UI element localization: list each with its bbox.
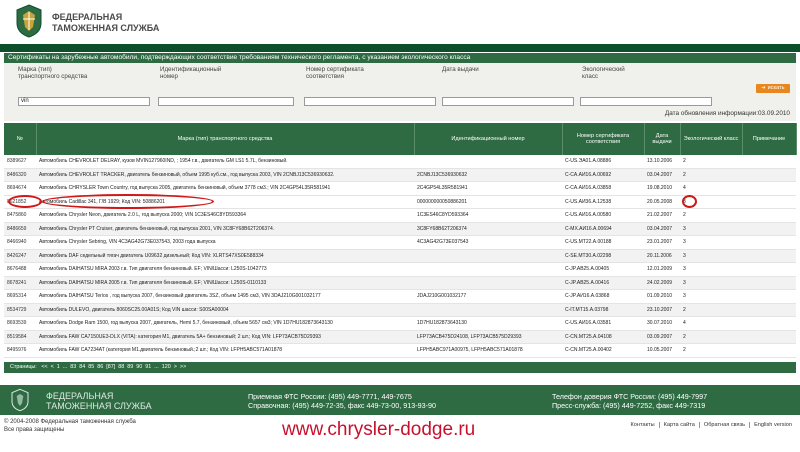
cell-vin [414,249,562,263]
footer-link[interactable]: Обратная связь [699,422,749,428]
cell-certificate: C-US.АИ16.A.03581 [562,317,644,331]
cell-description[interactable]: Автомобиль DAIHATSU Terios , год выпуска 2007, бензиновый двигатель 3SZ, объем 1495 см3, VIN 3DAJ210G001032177 [36,290,414,304]
cell-num: 8676488 [4,263,36,277]
page-link[interactable]: 86 [97,364,104,370]
cell-eco-class: 2 [680,344,742,358]
cell-vin [414,155,562,168]
cell-eco-class: 3 [680,290,742,304]
pagination [4,362,796,373]
cell-vin: 2CNBJ13C536930632 [414,168,562,182]
cell-description[interactable]: Автомобиль CHEVROLET TRACKER, двигатель бензиновый, объем 1995 куб.см., год выпуска 2003, VIN 2CNBJ13C536930632. [36,168,414,182]
cell-eco-class: 2 [680,330,742,344]
highlight-oval-description [42,194,214,209]
cell-date: 10.05.2007 [644,344,680,358]
col-header-eco[interactable]: Экологический класс [680,123,742,155]
cell-num: 8475860 [4,209,36,223]
cell-certificate: C-IT.MT15.A.03798 [562,303,644,317]
cell-date: 13.10.2006 [644,155,680,168]
id-filter-label: Идентификационный номер [160,66,222,80]
cell-vin [414,303,562,317]
cell-description[interactable]: Автомобиль FAW CA7150UE3-DLX (VITA): категория M1, двигатель 5А+ бензиновый; 2 шт.; Код VIN: LFP73ACB75D29393 [36,330,414,344]
footer-hotline: Телефон доверия ФТС России: (495) 449-7997 [552,392,708,401]
cell-eco-class: 3 [680,263,742,277]
cell-vin: 2C4GP54L35R581941 [414,182,562,196]
bottom-links [627,422,797,428]
footer-press: Пресс-служба: (495) 449-7252, факс 449-7319 [552,401,706,410]
cell-date: 20.05.2008 [644,195,680,209]
table-row[interactable] [4,303,796,317]
cert-filter-label: Номер сертификата соответствия [306,66,364,80]
col-header-num[interactable]: № [4,123,36,155]
cell-description[interactable]: Автомобиль CHRYSLER Town Country, год выпуска 2005, двигатель бензиновый, объем 3778 см3.; VIN 2C4GP54L35R581941 [36,182,414,196]
cell-certificate: C-JP.AB25.A.00405 [562,263,644,277]
cell-description[interactable]: Автомобиль Dodge Ram 1500, год выпуска 2007, двигатель, Hemi 5.7, бензиновый, объем 5657 см3; VIN 1D7HU182873643130 [36,317,414,331]
cell-vin: 1C3ES46C8YD593364 [414,209,562,223]
cell-note [742,182,796,196]
cell-certificate: C-SE.MT30.A.02298 [562,249,644,263]
cell-eco-class: 3 [680,222,742,236]
org-name[interactable] [52,12,159,34]
cell-description[interactable]: Автомобиль DAIHATSU MIRA 2003 г.в. Тип двигателя бензиновый. EF; VIN/Шасси: L250S-1042773 [36,263,414,277]
cell-eco-class: 2 [680,209,742,223]
cell-date: 23.10.2007 [644,303,680,317]
cell-note [742,344,796,358]
cell-description[interactable]: Автомобиль DAIHATSU MIRA 2005 г.в. Тип двигателя бензиновый. EF; VIN/Шасси: L250S-0110133 [36,276,414,290]
cell-vin: 4C3AG42G73E037543 [414,236,562,250]
table-row[interactable] [4,344,796,358]
page-link[interactable]: > [173,364,177,370]
cell-note [742,317,796,331]
cell-certificate: C-US.АИ36.A.12538 [562,195,644,209]
cell-description[interactable]: Автомобиль FAW CA7234AT (категория M1.двигатель бензиновый.;2 шт.; Код VIN: LFPH5ABC571A01878 [36,344,414,358]
page-link[interactable]: ... [154,364,159,370]
brand-filter-label: Марка (тип) транспортного средства [18,66,88,80]
copyright-line1: © 2004-2008 Федеральная таможенная служба [4,419,136,425]
results-body [4,155,796,357]
cell-certificate: C-US.ЭА01.A.08886 [562,155,644,168]
cell-certificate: C-JP.АИ16.A.03868 [562,290,644,304]
cell-num: 8621852 [4,195,36,209]
footer-contacts-main [248,392,436,410]
cell-note [742,222,796,236]
cell-note [742,303,796,317]
page-link[interactable]: 89 [127,364,134,370]
page-link[interactable]: 88 [118,364,125,370]
org-name-line2: ТАМОЖЕННАЯ СЛУЖБА [52,23,160,33]
id-filter-input[interactable] [158,97,294,106]
col-header-date[interactable]: Дата выдачи [644,123,680,155]
cell-num: 8519584 [4,330,36,344]
cell-vin: LFPH5ABC971A00975, LFPH5ABC571A01878 [414,344,562,358]
cell-eco-class: 4 [680,182,742,196]
cell-note [742,209,796,223]
page-link[interactable]: ... [62,364,68,370]
cell-certificate: C-CA.АИ16.A.00692 [562,168,644,182]
site-header [0,0,800,44]
cell-num: 8678241 [4,276,36,290]
table-row[interactable] [4,155,796,168]
cell-certificate: C-CN.MT25.A.04108 [562,330,644,344]
highlight-oval-eco-class [682,195,697,208]
org-name-line1: ФЕДЕРАЛЬНАЯ [52,12,123,22]
col-header-note[interactable]: Примечание [742,123,796,155]
table-header-row [4,123,796,155]
search-button[interactable] [756,84,790,93]
cell-vin: 000000000050886201 [414,195,562,209]
cell-note [742,195,796,209]
cell-note [742,276,796,290]
cell-date: 03.04.2007 [644,168,680,182]
date-filter-label: Дата выдачи [442,66,479,73]
table-row[interactable] [4,249,796,263]
cell-eco-class: 3 [680,276,742,290]
page-link[interactable]: 1 [56,364,60,370]
footer-org-line2: ТАМОЖЕННАЯ СЛУЖБА [46,401,152,411]
cell-num: 8486320 [4,168,36,182]
cell-note [742,263,796,277]
cell-date: 19.08.2010 [644,182,680,196]
col-header-vin[interactable]: Идентификационный номер [414,123,562,155]
cell-description[interactable]: Автомобиль DAF седельный тягач двигатель U09632 дизельный; Код VIN: XLRTS47XS0E588334 [36,249,414,263]
col-header-desc[interactable]: Марка (тип) транспортного средства [36,123,414,155]
cell-date: 23.01.2007 [644,236,680,250]
footer-info: Справочная: (495) 449-72-35, факс 449-73-00, 913-93-90 [248,401,437,410]
page-link[interactable]: 83 [70,364,77,370]
cell-description[interactable]: Автомобиль Chrysler Sebring, VIN 4C3AG42G73E037543, 2003 года выпуска [36,236,414,250]
cell-num: 8695314 [4,290,36,304]
cell-eco-class: 2 [680,155,742,168]
cell-num: 8693539 [4,317,36,331]
cell-certificate: C-CA.АИ16.A.03858 [562,182,644,196]
table-row[interactable] [4,290,796,304]
cell-date: 01.09.2010 [644,290,680,304]
table-row[interactable] [4,182,796,196]
eco-filter-label: Экологический класс [582,66,625,80]
cell-note [742,168,796,182]
footer-link[interactable]: Карта сайта [659,422,699,428]
cell-vin: LFP73ACB475D24108, LFP73ACB575D29393 [414,330,562,344]
page-link[interactable]: [87] [106,364,116,370]
cell-eco-class: 4 [680,317,742,331]
copyright [4,418,136,434]
table-row[interactable] [4,276,796,290]
arrow-right-icon: ➔ [761,85,766,91]
cell-num: 8426247 [4,249,36,263]
cell-vin [414,276,562,290]
page-link[interactable]: >> [179,364,187,370]
search-filters [4,63,796,121]
cell-date: 20.11.2006 [644,249,680,263]
table-row[interactable] [4,168,796,182]
footer-link[interactable]: Контакты [630,422,655,428]
footer-org-line1: ФЕДЕРАЛЬНАЯ [46,391,114,401]
cell-vin: JDAJ210G001032177 [414,290,562,304]
cell-date: 21.02.2007 [644,209,680,223]
cell-date: 12.01.2009 [644,263,680,277]
cell-certificate: C-JP.AB25.A.00416 [562,276,644,290]
cell-note [742,330,796,344]
cell-description[interactable]: Автомобиль Chrysler Neon, двигатель 2.0 L, год выпуска 2000; VIN 1C3ES46C8YD593364 [36,209,414,223]
eco-filter-input[interactable] [580,97,712,106]
cell-certificate: C-MX.АИ16.A.00694 [562,222,644,236]
footer-org-name [46,391,152,411]
pagination-label: Страницы: [10,364,37,370]
table-row[interactable] [4,222,796,236]
cell-num: 8389627 [4,155,36,168]
copyright-line2: Все права защищены [4,427,65,433]
cell-eco-class: 2 [680,303,742,317]
brand-filter-input[interactable]: vin [18,97,150,106]
header-divider [0,44,800,52]
cell-note [742,155,796,168]
footer-link[interactable]: English version [749,422,796,428]
footer-contacts-press [552,392,707,410]
cell-note [742,249,796,263]
site-footer [0,385,800,415]
cell-date: 30.07.2010 [644,317,680,331]
table-row[interactable] [4,317,796,331]
cell-date: 24.02.2009 [644,276,680,290]
cell-num: 8495976 [4,344,36,358]
cell-description[interactable]: Автомобиль Cadillac 341, Г/В 1929; Код VIN: 50886201 [36,195,414,209]
footer-reception: Приемная ФТС России: (495) 449-7771, 449-7675 [248,392,412,401]
page-link[interactable]: 91 [145,364,152,370]
footer-emblem-icon [10,388,30,412]
cell-num: 8466940 [4,236,36,250]
cell-description[interactable]: Автомобиль Chrysler PT Cruiser, двигатель бензиновый, год выпуска 2001, VIN 3C8FY68B62T206374. [36,222,414,236]
cell-eco-class: 2 [680,168,742,182]
cell-certificate: C-US.MT22.A.00188 [562,236,644,250]
page-link[interactable]: < [50,364,54,370]
cell-vin: 3C8FY68B62T206374 [414,222,562,236]
cell-vin: 1D7HU182873643130 [414,317,562,331]
table-row[interactable] [4,236,796,250]
cell-date: 03.04.2007 [644,222,680,236]
page-link[interactable]: 90 [136,364,143,370]
cell-eco-class: 3 [680,249,742,263]
cert-filter-input[interactable] [304,97,436,106]
page-title: Сертификаты на зарубежные автомобили, подтверждающих соответствие требованиям технического регламента, с указанием экологического класса [4,53,796,63]
page-link[interactable]: << [41,364,48,370]
cell-note [742,236,796,250]
highlight-oval-id [8,195,42,208]
cell-eco-class: 3 [680,195,742,209]
col-header-cert[interactable]: Номер сертификата соответствия [562,123,644,155]
page-link[interactable]: 84 [79,364,86,370]
cell-eco-class: 3 [680,236,742,250]
cell-vin [414,263,562,277]
search-button-label: искать [767,85,785,91]
cell-description[interactable]: Автомобиль CHEVROLET DELRAY, кузов MVIN127960IND, ; 1954 г.в., двигатель GM LS1 5.7L, бензиновый. [36,155,414,168]
page-link[interactable]: 85 [88,364,95,370]
pagination-links [41,364,189,370]
date-filter-input[interactable] [442,97,574,106]
cell-num: 8534729 [4,303,36,317]
cell-certificate: C-CN.MT25.A.00402 [562,344,644,358]
update-date: Дата обновления информации:03.09.2010 [664,110,790,117]
table-row[interactable] [4,263,796,277]
cell-num: 8486659 [4,222,36,236]
cell-certificate: C-US.АИ16.A.00580 [562,209,644,223]
customs-emblem-icon[interactable] [14,3,44,39]
cell-num: 8694674 [4,182,36,196]
cell-note [742,290,796,304]
table-row[interactable] [4,330,796,344]
cell-description[interactable]: Автомобиль DULEVO, двигатель 8060SC25.00A01S; Код VIN шасси: S00SA00004 [36,303,414,317]
table-row[interactable] [4,209,796,223]
results-table [4,123,797,358]
watermark-url: www.chrysler-dodge.ru [282,419,476,440]
cell-date: 03.09.2007 [644,330,680,344]
page-link[interactable]: 120 [161,364,171,370]
